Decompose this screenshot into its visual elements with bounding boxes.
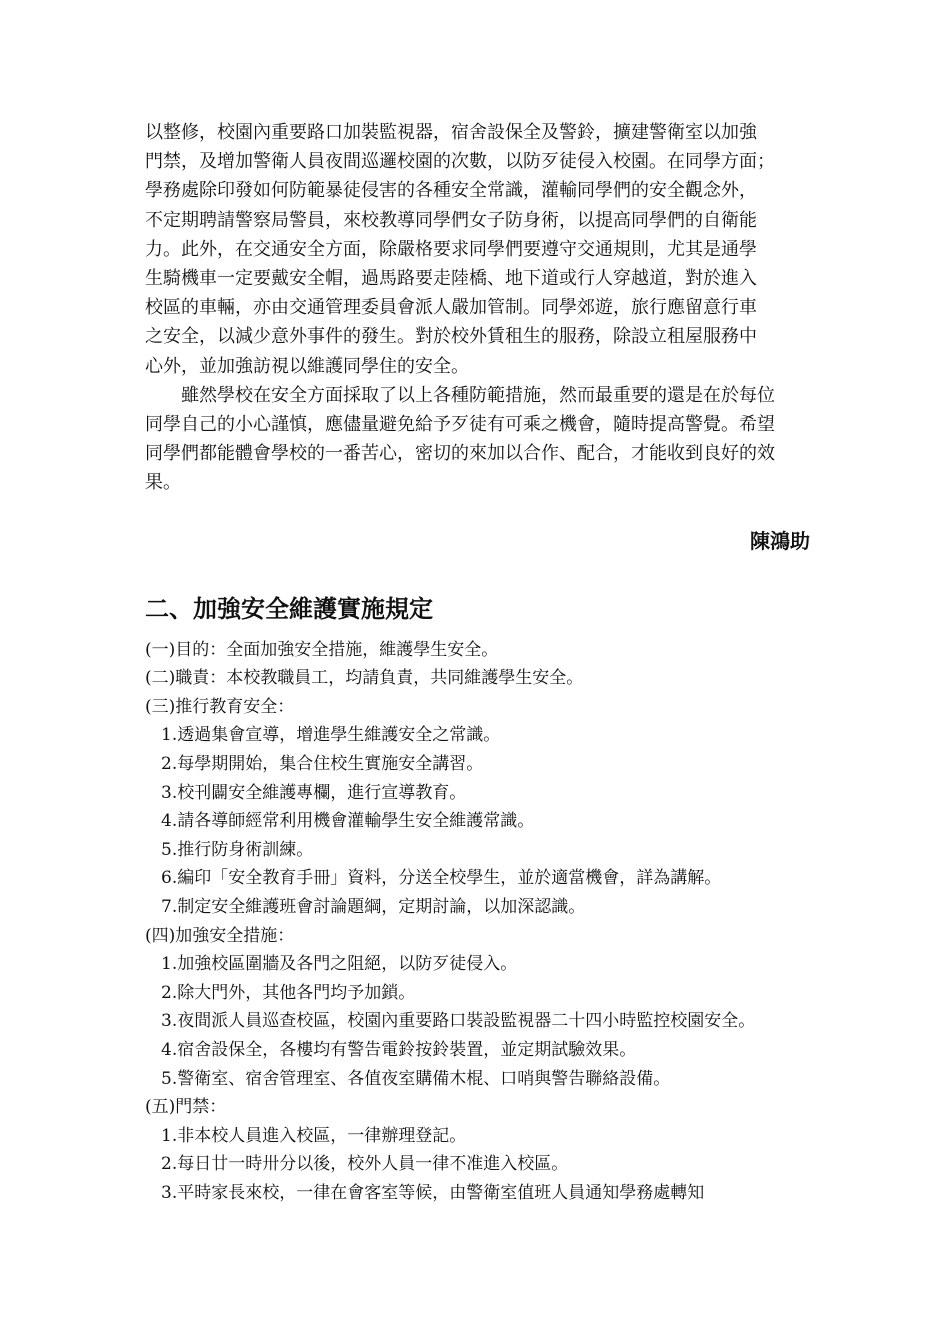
list-sub-item: 4.宿舍設保全，各樓均有警告電鈴按鈴裝置，並定期試驗效果。: [161, 1039, 637, 1060]
text-line: 之安全，以減少意外事件的發生。對於校外賃租生的服務，除設立租屋服務中: [145, 326, 757, 348]
list-sub-item: 3.夜間派人員巡查校區，校園內重要路口裝設監視器二十四小時監控校園安全。: [161, 1011, 756, 1032]
text-line: 生騎機車一定要戴安全帽，過馬路要走陸橋、地下道或行人穿越道，對於進入: [145, 268, 757, 290]
list-sub-item: 3.平時家長來校，一律在會客室等候，由警衛室值班人員通知學務處轉知: [161, 1182, 705, 1203]
text-line: 學務處除印發如何防範暴徒侵害的各種安全常識，灌輸同學們的安全觀念外，: [145, 180, 757, 202]
list-sub-item: 6.編印「安全教育手冊」資料，分送全校學生，並於適當機會，詳為講解。: [161, 868, 722, 889]
text-line: 校區的車輛，亦由交通管理委員會派人嚴加管制。同學郊遊，旅行應留意行車: [145, 297, 757, 319]
list-heading-item: (五)門禁：: [145, 1097, 227, 1118]
text-line: 心外，並加強訪視以維護同學住的安全。: [145, 355, 469, 377]
list-sub-item: 2.每學期開始，集合住校生實施安全講習。: [161, 754, 484, 775]
text-line: 雖然學校在安全方面採取了以上各種防範措施，然而最重要的還是在於每位: [181, 384, 775, 406]
text-line: 同學自己的小心謹慎，應儘量避免給予歹徒有可乘之機會，隨時提高警覺。希望: [145, 414, 775, 436]
list-heading-item: (三)推行教育安全：: [145, 696, 295, 717]
regulation-list: [145, 636, 810, 1208]
text-line: 同學們都能體會學校的一番苦心，密切的來加以合作、配合，才能收到良好的效: [145, 443, 775, 465]
list-sub-item: 4.請各導師經常利用機會灌輸學生安全維護常識。: [161, 811, 535, 832]
body-paragraph-2: [145, 381, 810, 498]
list-heading-item: (一)目的：全面加強安全措施，維護學生安全。: [145, 639, 499, 660]
text-line: 果。: [145, 472, 181, 494]
list-sub-item: 2.除大門外，其他各門均予加鎖。: [161, 982, 416, 1003]
text-line: 門禁，及增加警衛人員夜間巡邏校園的次數，以防歹徒侵入校園。在同學方面；: [145, 151, 775, 173]
list-sub-item: 7.制定安全維護班會討論題綱，定期討論，以加深認識。: [161, 896, 586, 917]
author-signature: 陳鴻助: [750, 528, 810, 553]
list-sub-item: 5.推行防身術訓練。: [161, 839, 314, 860]
text-line: 以整修，校園內重要路口加裝監視器，宿舍設保全及警鈴，擴建警衛室以加強: [145, 122, 757, 143]
body-paragraph-1: [145, 118, 810, 381]
list-sub-item: 1.加強校區圍牆及各門之阻絕，以防歹徒侵入。: [161, 954, 518, 975]
text-line: 不定期聘請警察局警員，來校教導同學們女子防身術，以提高同學們的自衛能: [145, 209, 757, 231]
list-sub-item: 1.透過集會宣導，增進學生維護安全之常識。: [161, 725, 501, 746]
list-sub-item: 2.每日廿一時卅分以後，校外人員一律不准進入校區。: [161, 1154, 569, 1175]
section-title: 二、加強安全維護實施規定: [145, 593, 433, 623]
list-sub-item: 1.非本校人員進入校區，一律辦理登記。: [161, 1125, 467, 1146]
list-heading-item: (四)加強安全措施：: [145, 925, 295, 946]
list-sub-item: 3.校刊闢安全維護專欄，進行宣導教育。: [161, 782, 467, 803]
text-line: 力。此外，在交通安全方面，除嚴格要求同學們要遵守交通規則，尤其是通學: [145, 238, 757, 260]
list-sub-item: 5.警衛室、宿舍管理室、各值夜室購備木棍、口哨與警告聯絡設備。: [161, 1068, 671, 1089]
document-page: [145, 118, 810, 1208]
list-heading-item: (二)職責：本校教職員工，均請負責，共同維護學生安全。: [145, 668, 584, 689]
